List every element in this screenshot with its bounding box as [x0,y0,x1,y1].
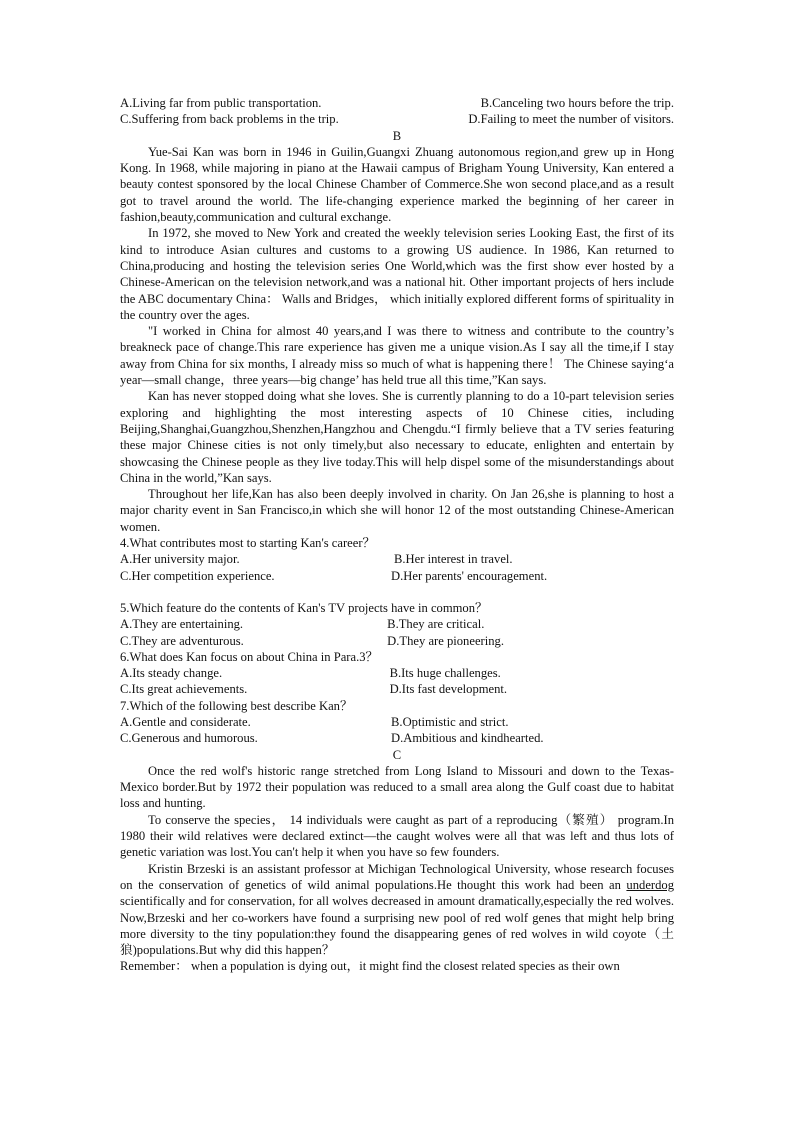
option-a[interactable]: A.Living far from public transportation. [120,96,322,110]
question-stem: 5.Which feature do the contents of Kan's TV projects have in common？ [120,600,488,615]
passage-c-paragraph-2: To conserve the species， 14 individuals were caught as part of a reproducing（繁殖） program.In 1980 their wild relatives were declared extinct—the caught wolves were all that was left and thus lots of genetic variation was lost.You can't help it when you have so few founders. [120,812,674,860]
passage-c-paragraph-4: Remember： when a population is dying out，it might find the closest related species as their own [120,959,620,974]
option-d[interactable]: D.Ambitious and kindhearted. [391,731,544,746]
option-b[interactable]: B.Its huge challenges. [389,666,501,681]
passage-b-paragraph-1: Yue-Sai Kan was born in 1946 in Guilin,Guangxi Zhuang autonomous region,and grew up in Hong Kong. In 1968, while majoring in piano at the Hawaii campus of Brigham Young University, Kan entered a beauty contest sponsored by the local Chinese Chamber of Commerce.She won second place,and as a result got to travel around the world. The life-changing experience marked the beginning of her career in fashion,beauty,communication and cultural exchange. [120,144,674,225]
option-d[interactable]: D.Its fast development. [389,682,508,697]
option-a[interactable]: A.Her university major. [120,552,240,567]
options-row [120,730,674,746]
option-c[interactable]: C.Suffering from back problems in the trip. [120,112,339,127]
option-a[interactable]: A.They are entertaining. [120,617,244,632]
underlined-word: underdog [626,877,674,892]
option-d[interactable]: D.Her parents' encouragement. [391,568,548,583]
option-c[interactable]: C.Its great achievements. [120,682,248,697]
q3-options-row-1 [120,95,674,111]
option-a[interactable]: A.Its steady change. [120,666,223,681]
paragraph-text: Kristin Brzeski is an assistant professor at Michigan Technological University, whose research focuses on the conservation of genetics of wild animal populations.He thought this work had been an [120,861,674,892]
section-letter-c: C [392,747,402,762]
option-d[interactable]: D.Failing to meet the number of visitors. [468,112,674,127]
exam-page [120,95,674,975]
option-b[interactable]: B.They are critical. [387,617,485,632]
option-c[interactable]: C.They are adventurous. [120,633,244,648]
option-b[interactable]: B.Canceling two hours before the trip. [480,96,674,110]
question-stem: 6.What does Kan focus on about China in Para.3？ [120,649,379,664]
option-d[interactable]: D.They are pioneering. [387,633,504,648]
options-row [120,568,674,584]
options-row [120,551,674,567]
blank-line [120,584,674,600]
question-4 [120,535,674,584]
question-7 [120,698,674,747]
option-b[interactable]: B.Her interest in travel. [394,552,513,567]
options-row [120,633,674,649]
passage-c-paragraph-3 [120,861,674,959]
passage-b-paragraph-4: Kan has never stopped doing what she loves. She is currently planning to do a 10-part television series exploring and highlighting the most interesting aspects of 10 Chinese cities, including Beijing,Shanghai,Guangzhou,Shenzhen,Hangzhou and Chengdu.“I firmly believe that a TV series featuring these major Chinese cities is not only timely,but also necessary to educate, enlighten and entertain by showcasing the Chinese people as they live today.This will help dispel some of the misunderstandings about China in the world,”Kan says. [120,389,674,485]
options-row [120,714,674,730]
q3-options-row-2 [120,111,674,127]
options-row [120,681,674,697]
passage-b-paragraph-5: Throughout her life,Kan has also been deeply involved in charity. On Jan 26,she is planning to host a major charity event in San Francisco,in which she will honor 12 of the most outstanding Chinese-American women. [120,487,674,534]
option-b[interactable]: B.Optimistic and strict. [391,714,509,729]
question-5 [120,600,674,649]
paragraph-text: scientifically and for conservation, for all wolves decreased in amount dramatically,especially the red wolves. Now,Brzeski and her co-workers have found a surprising new pool of red wolf genes that might help bring more diversity to the tiny population:they found the disappearing genes of red wolves in wild coyote（土狼)populations.But why did this happen？ [120,894,674,958]
passage-b-paragraph-3: "I worked in China for almost 40 years,and I was there to witness and contribute to the country’s breakneck pace of change.This rare experience has given me a unique vision.As I say all the time,if I stay away from China for six months, I already miss so much of what is happening there！ The Chinese saying‘a year—small change，three years—big change’ has held true all this time,”Kan says. [120,324,674,388]
option-c[interactable]: C.Her competition experience. [120,568,275,583]
option-c[interactable]: C.Generous and humorous. [120,731,258,746]
section-letter-b: B [392,128,402,143]
passage-b-paragraph-2: In 1972, she moved to New York and created the weekly television series Looking East, the first of its kind to introduce Asian cultures and customs to a growing US audience. In 1986, Kan returned to China,producing and hosting the television series One World,which was the first show ever hosted by a Chinese-American on the television network,and was a national hit. Other important projects of hers include the ABC documentary China： Walls and Bridges， which initially explored different forms of spirituality in the country over the ages. [120,226,674,322]
option-a[interactable]: A.Gentle and considerate. [120,714,251,729]
question-6 [120,649,674,698]
passage-c-paragraph-1: Once the red wolf's historic range stretched from Long Island to Missouri and down to the Texas-Mexico border.But by 1972 their population was reduced to a small area along the Gulf coast due to habitat loss and hunting. [120,763,674,811]
options-row [120,665,674,681]
options-row [120,616,674,632]
question-stem: 4.What contributes most to starting Kan's career？ [120,536,376,551]
question-stem: 7.Which of the following best describe Kan？ [120,698,353,713]
